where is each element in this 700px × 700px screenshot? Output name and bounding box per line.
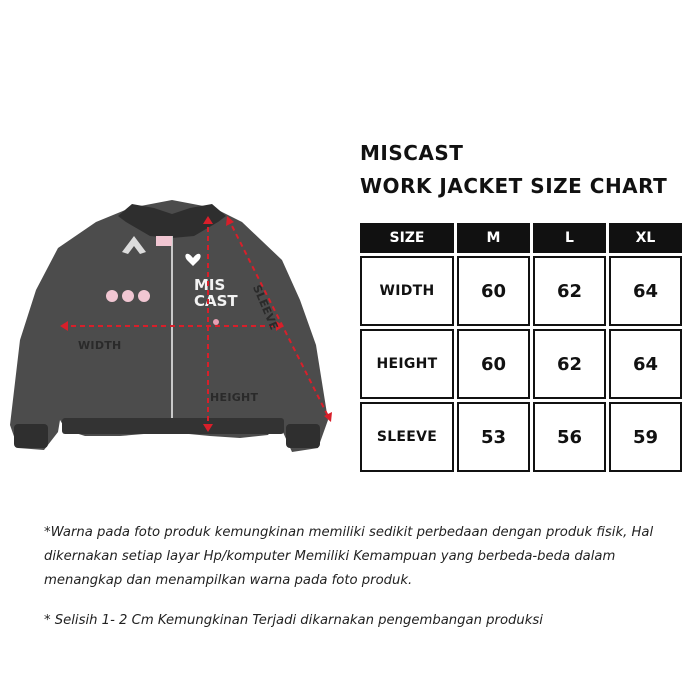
cell-width-xl: 64: [609, 256, 682, 326]
jacket-illustration: [0, 0, 345, 470]
cell-width-l: 62: [533, 256, 606, 326]
row-label-width: WIDTH: [360, 256, 454, 326]
jacket-hem: [62, 418, 284, 434]
cell-height-m: 60: [457, 329, 530, 399]
patch-peace: [106, 290, 118, 302]
brand-title: MISCAST: [360, 141, 464, 165]
width-label: WIDTH: [78, 339, 122, 352]
cell-height-l: 62: [533, 329, 606, 399]
header-m: M: [457, 223, 530, 253]
cell-width-m: 60: [457, 256, 530, 326]
header-size: SIZE: [360, 223, 454, 253]
patch-small: [213, 319, 219, 325]
color-disclaimer-note: *Warna pada foto produk kemungkinan memiliki sedikit perbedaan dengan produk fisik, Hal dikernakan setiap layar Hp/komputer Memiliki Kemampuan yang berbeda-beda dalam menangkap dan menampilkan warna pada foto produk.: [44, 525, 654, 588]
size-tolerance-note: * Selisih 1- 2 Cm Kemungkinan Terjadi dikarnakan pengembangan produksi: [44, 613, 543, 628]
header-l: L: [533, 223, 606, 253]
jacket-image: [0, 0, 345, 470]
header-xl: XL: [609, 223, 682, 253]
left-cuff: [14, 424, 48, 448]
table-row: [360, 329, 682, 399]
chart-subtitle: WORK JACKET SIZE CHART: [360, 174, 668, 198]
right-cuff: [286, 424, 320, 448]
cell-height-xl: 64: [609, 329, 682, 399]
table-row: [360, 256, 682, 326]
patch-x: [138, 290, 150, 302]
row-label-height: HEIGHT: [360, 329, 454, 399]
cell-sleeve-m: 53: [457, 402, 530, 472]
sleeve-label: SLEEVE: [250, 283, 281, 333]
cell-sleeve-xl: 59: [609, 402, 682, 472]
height-label: HEIGHT: [210, 391, 259, 404]
patch-miscast: MIS: [194, 276, 226, 294]
table-header-row: [360, 223, 682, 253]
row-label-sleeve: SLEEVE: [360, 402, 454, 472]
table-row: [360, 402, 682, 472]
label-tag: [156, 236, 172, 246]
patch-miscast-2: CAST: [194, 292, 238, 310]
patch-star: [122, 290, 134, 302]
cell-sleeve-l: 56: [533, 402, 606, 472]
size-chart-table: [357, 220, 685, 475]
